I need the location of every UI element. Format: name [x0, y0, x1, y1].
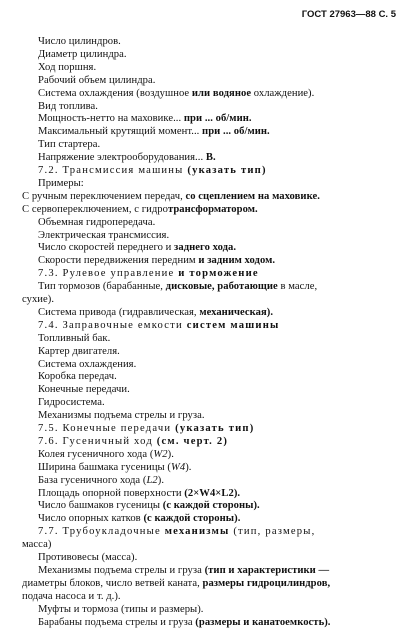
text-segment: (2×W4×L2). — [184, 488, 241, 499]
text-line — [22, 591, 121, 603]
text-segment: Примеры: — [38, 178, 84, 189]
text-line — [38, 552, 137, 564]
text-line — [38, 62, 96, 74]
text-segment: со сцеплением на маховике. — [185, 191, 320, 202]
text-segment: размеры гидроцилиндров, — [202, 578, 331, 589]
text-segment: при ... об/мин. — [183, 113, 252, 124]
text-segment: Напряжение электрооборудования... — [38, 152, 206, 163]
text-segment: Рабочий объем цилиндра. — [38, 75, 156, 86]
text-segment: Противовесы (масса). — [38, 552, 138, 563]
text-segment: подача насоса и т. д.). — [22, 591, 121, 602]
text-segment: Число опорных катков — [38, 513, 144, 524]
text-line — [38, 281, 317, 293]
text-line — [38, 113, 252, 125]
text-segment: диаметры блоков, число ветвей каната, — [22, 578, 203, 589]
text-segment: W4 — [171, 462, 186, 473]
text-segment: Система охлаждения (воздушное — [38, 88, 192, 99]
text-line — [38, 268, 259, 280]
text-line — [38, 423, 254, 435]
text-segment: W2 — [153, 449, 168, 460]
text-segment: ). — [157, 475, 165, 486]
text-line — [22, 539, 51, 551]
text-segment: Скорости передвижения передним — [38, 255, 199, 266]
text-line — [38, 165, 267, 177]
text-segment: Тип тормозов (барабанные, — [38, 281, 166, 292]
text-line — [38, 126, 270, 138]
text-line — [38, 500, 260, 512]
text-line — [38, 462, 192, 474]
text-segment: Число скоростей переднего и — [38, 242, 175, 253]
text-line — [38, 255, 275, 267]
page-header: ГОСТ 27963—88 С. 5 — [301, 9, 396, 20]
text-segment: Система охлаждения. — [38, 359, 137, 370]
text-segment: (тип, размеры, — [229, 526, 316, 537]
text-segment: Максимальный крутящий момент... — [38, 126, 203, 137]
text-line — [22, 204, 258, 216]
text-segment: Механизмы подъема стрелы и груза — [38, 565, 205, 576]
text-line — [38, 320, 279, 332]
text-segment: дисковые, работающие — [165, 281, 278, 292]
text-line — [38, 75, 155, 87]
text-line — [38, 333, 110, 345]
text-segment: Барабаны подъема стрелы и груза — [38, 617, 196, 628]
text-segment: Ход поршня. — [38, 62, 97, 73]
text-segment: С ручным переключением передач, — [22, 191, 186, 202]
text-line — [38, 230, 169, 242]
text-line — [38, 217, 155, 229]
text-segment: 7.6. Гусеничный ход — [38, 436, 157, 447]
text-segment: Тип стартера. — [38, 139, 101, 150]
text-line — [38, 449, 174, 461]
text-segment: в масле, — [277, 281, 318, 292]
text-segment: охлаждение). — [251, 88, 315, 99]
text-segment: или водяное — [191, 88, 252, 99]
text-segment: Картер двигателя. — [38, 346, 120, 357]
text-line — [38, 307, 273, 319]
text-segment: С сервопереключением, с гидро — [22, 204, 168, 215]
text-segment: 7.5. Конечные передачи — [38, 423, 176, 434]
text-segment: ). — [167, 449, 174, 460]
text-line — [38, 604, 204, 616]
text-line — [38, 152, 216, 164]
text-line — [38, 526, 315, 538]
text-line — [38, 242, 236, 254]
text-segment: Электрическая трансмиссия. — [38, 230, 170, 241]
text-segment: механизмы — [164, 526, 230, 537]
text-segment: (указать тип) — [175, 423, 255, 434]
text-line — [38, 359, 136, 371]
text-segment: и торможение — [178, 268, 259, 279]
text-segment: Мощность-нетто на маховике... — [38, 113, 184, 124]
text-line — [38, 36, 121, 48]
text-line — [38, 346, 120, 358]
text-segment: Конечные передачи. — [38, 384, 130, 395]
text-segment: (с каждой стороны). — [143, 513, 241, 524]
text-line — [38, 88, 314, 100]
text-line — [38, 410, 205, 422]
text-segment: при ... об/мин. — [202, 126, 270, 137]
text-line — [38, 617, 331, 629]
text-segment: Вид топлива. — [38, 101, 98, 112]
text-line — [38, 49, 127, 61]
text-line — [38, 397, 105, 409]
text-line — [22, 191, 320, 203]
text-segment: Площадь опорной поверхности — [38, 488, 185, 499]
text-segment: (см. черт. 2) — [156, 436, 229, 447]
text-segment: 7.4. Заправочные емкости — [38, 320, 187, 331]
text-segment: Топливный бак. — [38, 333, 111, 344]
text-segment: Объемная гидропередача. — [38, 217, 156, 228]
text-segment: заднего хода. — [174, 242, 237, 253]
text-line — [38, 513, 240, 525]
text-segment: L2 — [146, 475, 158, 486]
text-segment: сухие). — [22, 294, 55, 305]
text-segment: Ширина башмака гусеницы ( — [38, 462, 171, 473]
text-segment: Гидросистема. — [38, 397, 105, 408]
text-segment: (с каждой стороны). — [162, 500, 260, 511]
text-line — [38, 101, 98, 113]
text-line — [38, 565, 329, 577]
text-line — [38, 139, 100, 151]
text-segment: систем машины — [186, 320, 280, 331]
text-segment: трансформатором. — [167, 204, 258, 215]
text-line — [38, 475, 164, 487]
text-segment: ). — [185, 462, 192, 473]
text-segment: Муфты и тормоза (типы и размеры). — [38, 604, 204, 615]
text-line — [22, 294, 54, 306]
text-segment: (тип и характеристики — — [204, 565, 330, 576]
text-segment: Число цилиндров. — [38, 36, 121, 47]
text-segment: Система привода (гидравлическая, — [38, 307, 200, 318]
text-segment: Колея гусеничного хода ( — [38, 449, 154, 460]
text-segment: механическая). — [199, 307, 274, 318]
text-segment: В. — [205, 152, 216, 163]
text-segment: 7.3. Рулевое управление — [38, 268, 179, 279]
text-segment: Механизмы подъема стрелы и груза. — [38, 410, 205, 421]
text-line — [38, 436, 228, 448]
text-line — [38, 384, 130, 396]
text-segment: Число башмаков гусеницы — [38, 500, 163, 511]
text-line — [38, 371, 117, 383]
text-line — [22, 578, 330, 590]
text-segment: 7.7. Трубоукладочные — [38, 526, 165, 537]
text-segment: и задним ходом. — [198, 255, 276, 266]
text-segment: (указать тип) — [187, 165, 267, 176]
text-segment: 7.2. Трансмиссия машины — [38, 165, 188, 176]
text-segment: Диаметр цилиндра. — [38, 49, 127, 60]
text-line — [38, 488, 240, 500]
text-segment: масса) — [22, 539, 52, 550]
text-line — [38, 178, 84, 190]
text-segment: База гусеничного хода ( — [38, 475, 147, 486]
text-segment: (размеры и канатоемкость). — [195, 617, 331, 628]
text-segment: Коробка передач. — [38, 371, 117, 382]
